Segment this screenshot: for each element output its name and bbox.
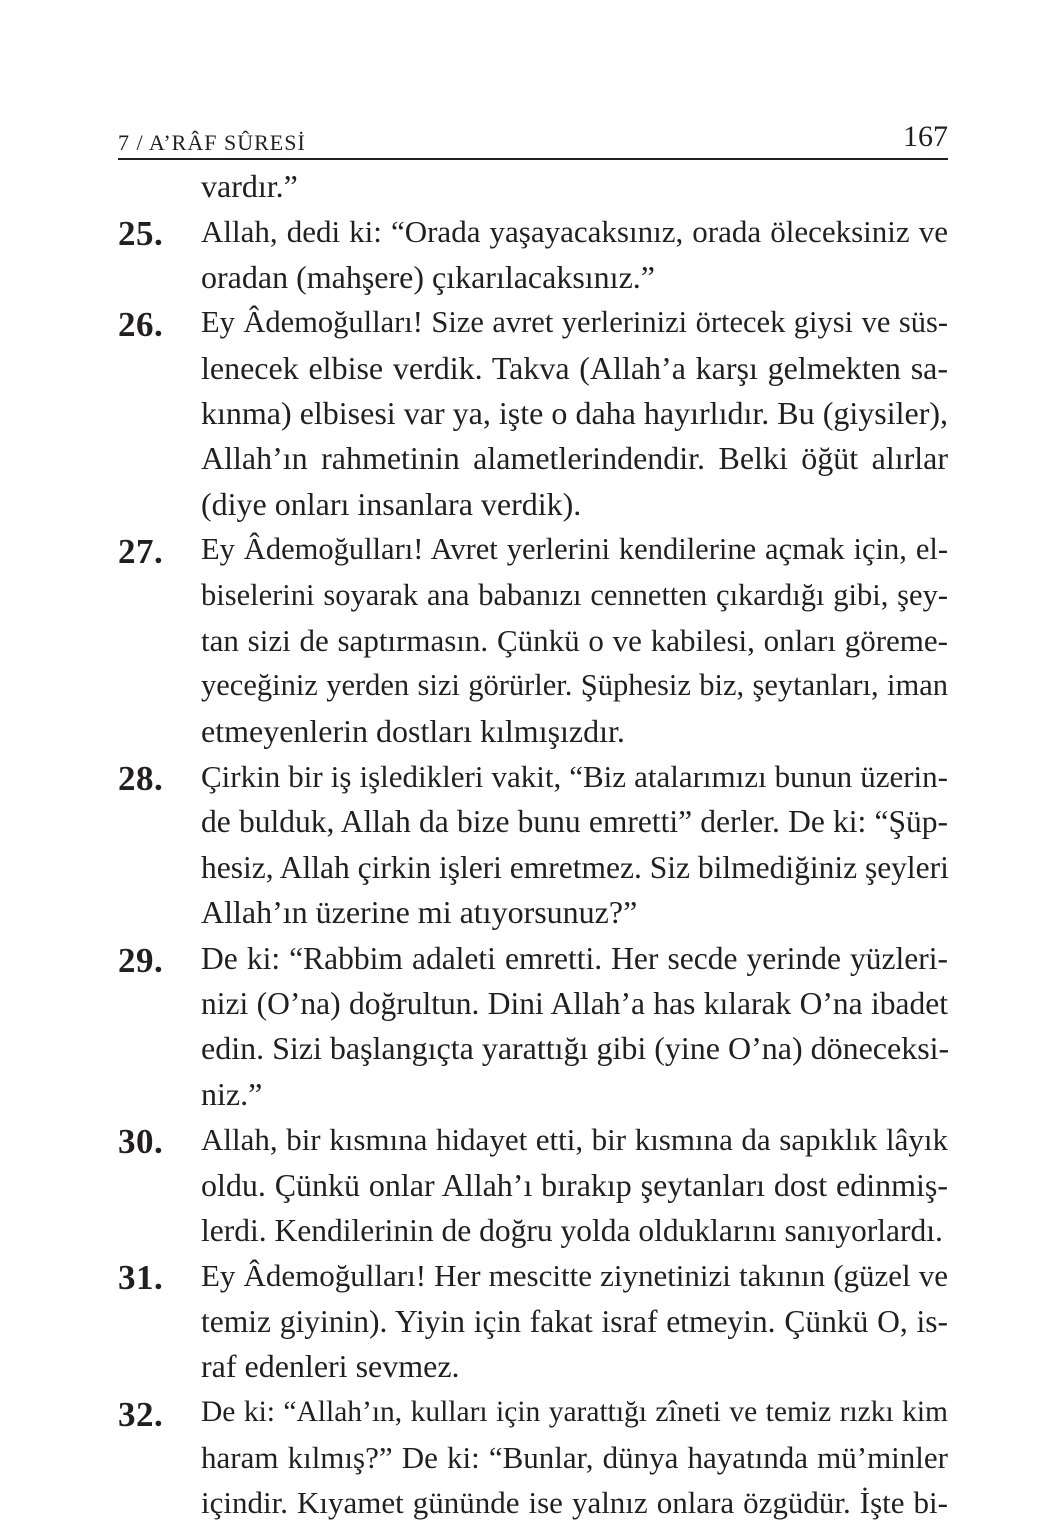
text-line: de bulduk, Allah da bize bunu emretti” derler. De ki: “Şüp- bbox=[201, 804, 948, 840]
text-line: Ey Âdemoğulları! Her mescitte ziynetinizi takının (güzel ve bbox=[201, 1258, 948, 1294]
text-line: raf edenleri sevmez. bbox=[201, 1348, 460, 1385]
verse-number: 32. bbox=[118, 1394, 164, 1434]
page-body bbox=[118, 164, 948, 1526]
text-line: (diye onları insanlara verdik). bbox=[201, 485, 582, 522]
text-line: Allah’ın rahmetinin alametlerindendir. Belki öğüt alırlar bbox=[201, 440, 948, 477]
text-line: yeceğiniz yerden sizi görürler. Şüphesiz biz, şeytanları, iman bbox=[201, 668, 948, 703]
text-line: De ki: “Rabbim adaleti emretti. Her secde yerinde yüzleri- bbox=[201, 940, 948, 976]
text-line: oradan (mahşere) çıkarılacaksınız.” bbox=[201, 258, 655, 295]
verse-29 bbox=[118, 936, 948, 1118]
text-line: haram kılmış?” De ki: “Bunlar, dünya hayatında mü’minler bbox=[201, 1439, 948, 1475]
text-line: temiz giyinin). Yiyin için fakat israf etmeyin. Çünkü O, is- bbox=[201, 1303, 948, 1339]
text-line: De ki: “Allah’ın, kulları için yarattığı zîneti ve temiz rızkı kim bbox=[201, 1395, 948, 1428]
text-line: Allah’ın üzerine mi atıyorsunuz?” bbox=[201, 894, 638, 931]
text-line: tan sizi de saptırmasın. Çünkü o ve kabilesi, onları göreme- bbox=[201, 622, 948, 658]
verse-32 bbox=[118, 1390, 948, 1526]
verse-27 bbox=[118, 527, 948, 754]
verse-number: 27. bbox=[118, 532, 164, 572]
text-line: oldu. Çünkü onlar Allah’ı bırakıp şeytanları dost edinmiş- bbox=[201, 1166, 948, 1203]
text-line: Ey Âdemoğulları! Size avret yerlerinizi örtecek giysi ve süs- bbox=[201, 305, 948, 340]
text-line: hesiz, Allah çirkin işleri emretmez. Siz bilmediğiniz şeyleri bbox=[201, 849, 949, 885]
text-line: edin. Sizi başlangıçta yarattığı gibi (yine O’na) döneceksi- bbox=[201, 1030, 950, 1067]
text-line: Allah, dedi ki: “Orada yaşayacaksınız, orada öleceksiniz ve bbox=[201, 214, 948, 250]
verse-26 bbox=[118, 300, 948, 527]
text-line: nizi (O’na) doğrultun. Dini Allah’a has kılarak O’na ibadet bbox=[201, 986, 948, 1022]
continued-text bbox=[201, 164, 948, 209]
text-line: etmeyenlerin dostları kılmışızdır. bbox=[201, 712, 625, 749]
text-line: lerdi. Kendilerinin de doğru yolda olduklarını sanıyorlardı. bbox=[201, 1212, 943, 1248]
verse-number: 25. bbox=[118, 214, 164, 254]
text-line: Allah, bir kısmına hidayet etti, bir kısmına da sapıklık lâyık bbox=[201, 1122, 948, 1158]
verse-number: 30. bbox=[118, 1122, 164, 1162]
running-title: 7 / A’RÂF SÛRESİ bbox=[118, 130, 306, 155]
text-line: vardır.” bbox=[201, 168, 298, 204]
text-line: Ey Âdemoğulları! Avret yerlerini kendilerine açmak için, el- bbox=[201, 532, 948, 567]
verse-28 bbox=[118, 754, 948, 936]
verse-number: 29. bbox=[118, 940, 164, 980]
text-line: Çirkin bir iş işledikleri vakit, “Biz atalarımızı bunun üzerin- bbox=[201, 759, 948, 795]
page-header bbox=[118, 108, 948, 160]
text-line: lenecek elbise verdik. Takva (Allah’a karşı gelmekten sa- bbox=[201, 349, 948, 386]
text-line: içindir. Kıyamet gününde ise yalnız onlara özgüdür. İşte bi- bbox=[201, 1485, 948, 1521]
verse-number: 31. bbox=[118, 1258, 164, 1298]
verse-31 bbox=[118, 1253, 948, 1389]
verse-number: 26. bbox=[118, 305, 164, 345]
text-line: niz.” bbox=[201, 1075, 263, 1112]
verse-30 bbox=[118, 1117, 948, 1253]
text-line: biselerini soyarak ana babanızı cennetten çıkardığı gibi, şey- bbox=[201, 577, 948, 612]
text-line: kınma) elbisesi var ya, işte o daha hayırlıdır. Bu (giysiler), bbox=[201, 394, 948, 431]
verse-25 bbox=[118, 209, 948, 300]
verse-number: 28. bbox=[118, 759, 164, 799]
page-number: 167 bbox=[903, 120, 948, 153]
